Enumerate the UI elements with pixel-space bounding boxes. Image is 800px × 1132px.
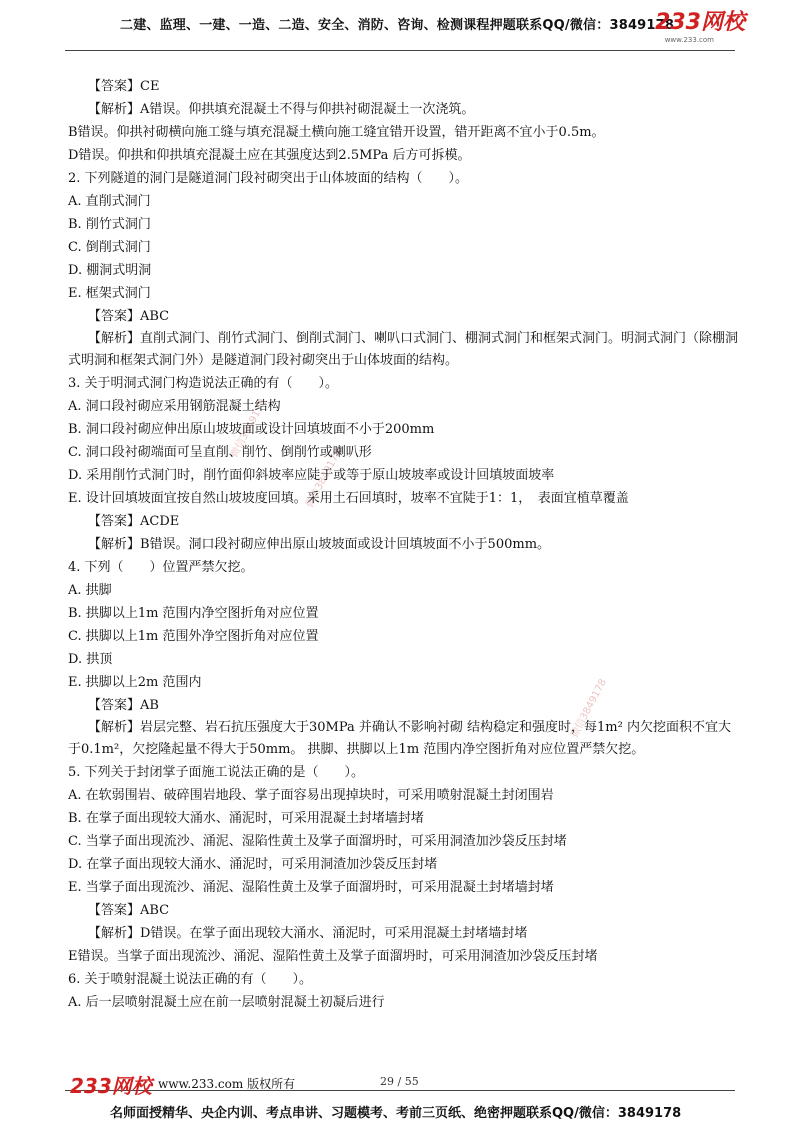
header-logo-url: www.233.com bbox=[664, 36, 714, 44]
text-line: D. 在掌子面出现较大涌水、涌泥时，可采用洞渣加沙袋反压封堵 bbox=[68, 857, 438, 872]
text-line: E. 拱脚以上2m 范围内 bbox=[68, 675, 202, 690]
text-line: 2. 下列隧道的洞门是隧道洞门段衬砌突出于山体坡面的结构（ ）。 bbox=[68, 171, 469, 186]
footer-site: www.233.com 版权所有 bbox=[158, 1077, 296, 1091]
text-line: C. 洞口段衬砌端面可呈直削、削竹、倒削竹或喇叭形 bbox=[68, 445, 372, 460]
text-line: C. 倒削式洞门 bbox=[68, 240, 151, 255]
text-line: D错误。仰拱和仰拱填充混凝土应在其强度达到2.5MPa 后方可拆模。 bbox=[68, 148, 471, 163]
text-line: 5. 下列关于封闭掌子面施工说法正确的是（ ）。 bbox=[68, 765, 365, 780]
text-line: A. 在软弱围岩、破碎围岩地段、掌子面容易出现掉块时，可采用喷射混凝土封闭围岩 bbox=[68, 788, 554, 803]
text-line: 【答案】ACDE bbox=[88, 514, 180, 529]
text-line: E. 当掌子面出现流沙、涌泥、湿陷性黄土及掌子面溜坍时，可采用混凝土封堵墙封堵 bbox=[68, 880, 554, 895]
text-line: D. 采用削竹式洞门时，削竹面仰斜坡率应陡于或等于原山坡坡率或设计回填坡面坡率 bbox=[68, 468, 555, 483]
text-line: 3. 关于明洞式洞门构造说法正确的有（ ）。 bbox=[68, 376, 339, 391]
text-line: B. 在掌子面出现较大涌水、涌泥时，可采用混凝土封堵墙封堵 bbox=[68, 811, 424, 826]
text-line: B. 削竹式洞门 bbox=[68, 217, 151, 232]
text-line: 【答案】AB bbox=[88, 698, 159, 713]
text-line: 【解析】A错误。仰拱填充混凝土不得与仰拱衬砌混凝土一次浇筑。 bbox=[88, 102, 475, 117]
text-line: B. 洞口段衬砌应伸出原山坡坡面或设计回填坡面不小于200mm bbox=[68, 422, 435, 437]
footer-logo: 233网校 bbox=[70, 1074, 152, 1098]
text-line: 【解析】岩层完整、岩石抗压强度大于30MPa 并确认不影响衬砌 结构稳定和强度时，每1m² 内欠挖面积不宜大于0.1m²，欠挖隆起量不得大于50mm。 拱脚、拱脚以上1m 范围内净空图折角对应位置严禁欠挖。 bbox=[68, 720, 731, 757]
text-line: 【答案】ABC bbox=[88, 903, 170, 918]
page-number: 29 / 55 bbox=[380, 1075, 419, 1088]
text-line: D. 棚洞式明洞 bbox=[68, 263, 152, 278]
text-line: 【解析】直削式洞门、削竹式洞门、倒削式洞门、喇叭口式洞门、棚洞式洞门和框架式洞门。明洞式洞门（除棚洞式明洞和框架式洞门外）是隧道洞门段衬砌突出于山体坡面的结构。 bbox=[68, 331, 739, 368]
text-line: C. 拱脚以上1m 范围外净空图折角对应位置 bbox=[68, 629, 319, 644]
text-line: 【解析】B错误。洞口段衬砌应伸出原山坡坡面或设计回填坡面不小于500mm。 bbox=[88, 537, 551, 552]
text-line: 【解析】D错误。在掌子面出现较大涌水、涌泥时，可采用混凝土封堵墙封堵 bbox=[88, 926, 528, 941]
watermark: 微信3849178 bbox=[569, 677, 610, 740]
watermark: 微信3849178 bbox=[304, 447, 345, 510]
footer-contact-text: 名师面授精华、央企内训、考点串讲、习题模考、考前三页纸、绝密押题联系QQ/微信：3849178 bbox=[110, 1106, 682, 1121]
text-line: A. 洞口段衬砌应采用钢筋混凝土结构 bbox=[68, 399, 281, 414]
page-header bbox=[0, 0, 800, 50]
document-body bbox=[68, 75, 738, 1014]
text-line: A. 后一层喷射混凝土应在前一层喷射混凝土初凝后进行 bbox=[68, 995, 385, 1010]
header-divider bbox=[65, 50, 735, 51]
text-line: 6. 关于喷射混凝土说法正确的有（ ）。 bbox=[68, 972, 313, 987]
text-line: A. 拱脚 bbox=[68, 583, 112, 598]
text-line: C. 当掌子面出现流沙、涌泥、湿陷性黄土及掌子面溜坍时，可采用洞渣加沙袋反压封堵 bbox=[68, 834, 567, 849]
text-line: E. 框架式洞门 bbox=[68, 286, 151, 301]
text-line: B错误。仰拱衬砌横向施工缝与填充混凝土横向施工缝宜错开设置，错开距离不宜小于0.5m。 bbox=[68, 125, 605, 140]
header-logo: 233网校 bbox=[655, 10, 745, 35]
text-line: D. 拱顶 bbox=[68, 652, 113, 667]
text-line: E错误。当掌子面出现流沙、涌泥、湿陷性黄土及掌子面溜坍时，可采用洞渣加沙袋反压封堵 bbox=[68, 949, 598, 964]
text-line: E. 设计回填坡面宜按自然山坡坡度回填。采用土石回填时，坡率不宜陡于1：1， 表面宜植草覆盖 bbox=[68, 491, 629, 506]
text-line: 4. 下列（ ）位置严禁欠挖。 bbox=[68, 560, 254, 575]
text-line: A. 直削式洞门 bbox=[68, 194, 151, 209]
text-line: B. 拱脚以上1m 范围内净空图折角对应位置 bbox=[68, 606, 319, 621]
watermark: 微信3849178 bbox=[229, 397, 270, 460]
text-line: 【答案】CE bbox=[88, 79, 160, 94]
header-contact-text: 二建、监理、一建、一造、二造、安全、消防、咨询、检测课程押题联系QQ/微信：3849178 bbox=[120, 18, 675, 33]
text-line: 【答案】ABC bbox=[88, 309, 170, 324]
